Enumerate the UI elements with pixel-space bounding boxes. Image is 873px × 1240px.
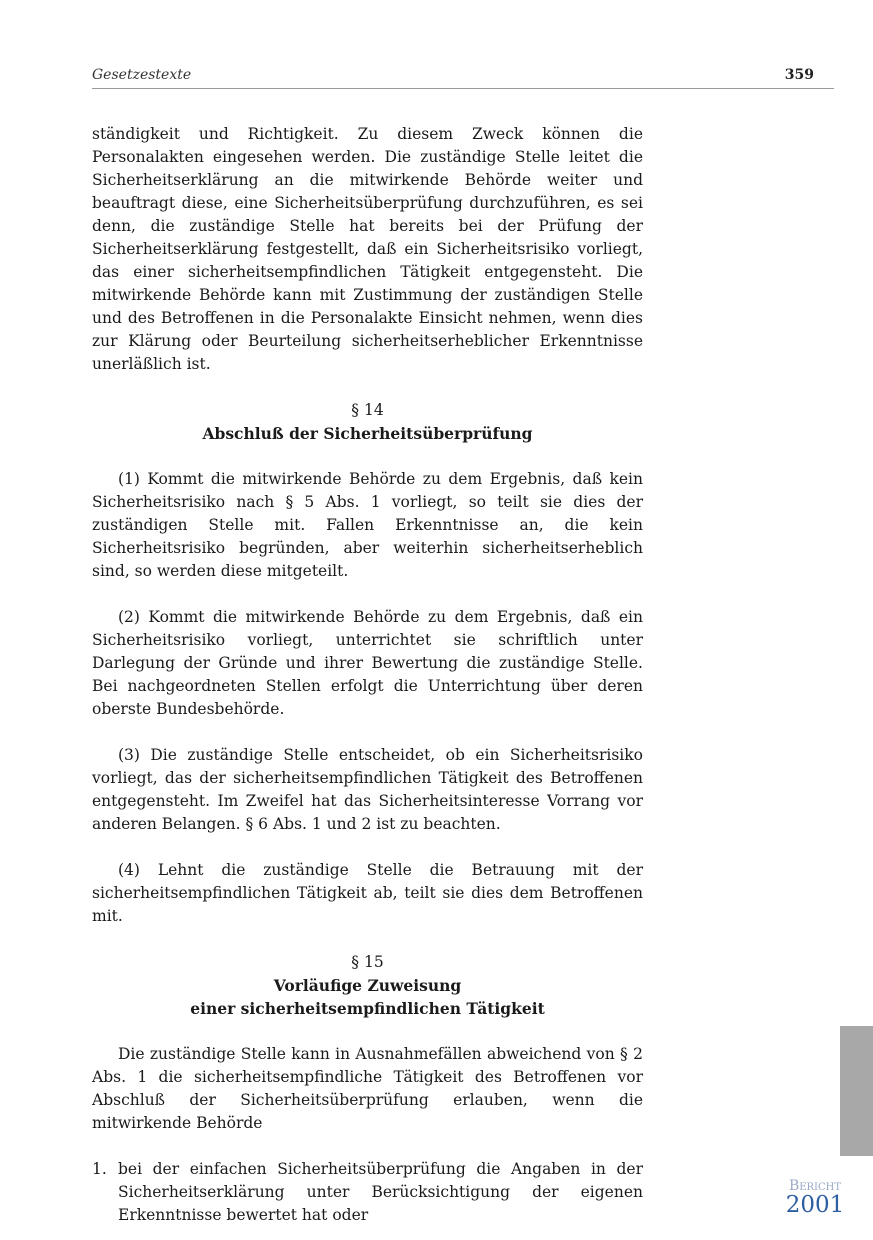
list-item-number: 1. (92, 1160, 107, 1178)
list-item-text: bei der einfachen Sicherheitsüberprüfung die Angaben in der Sicherheitserklärung unter Berücksichtigung der eigenen Erkenntnisse bewertet hat oder (118, 1160, 643, 1224)
intro-paragraph: ständigkeit und Richtigkeit. Zu diesem Zweck können die Personalakten eingesehen werden. Die zuständige Stelle leitet die Sicherheitserklärung an die mitwirkende Behörde weiter und beauftragt diese, eine Sicherheitsüberprüfung durchzuführen, es sei denn, die zuständige Stelle hat bereits bei der Prüfung der Sicherheitserklärung festgestellt, daß ein Sicherheitsrisiko vorliegt, das einer sicherheitsempfindlichen Tätigkeit entgegensteht. Die mitwirkende Behörde kann mit Zustimmung der zuständigen Stelle und des Betroffenen in die Personalakte Einsicht nehmen, wenn dies zur Klärung oder Beurteilung sicherheitserheblicher Erkenntnisse unerläßlich ist. (92, 125, 643, 373)
section-14-paragraph-1: (1) Kommt die mitwirkende Behörde zu dem Ergebnis, daß kein Sicherheitsrisiko nach § 5 Abs. 1 vorliegt, so teilt sie dies der zuständigen Stelle mit. Fallen Erkenntnisse an, die kein Sicherheitsrisiko begründen, aber weiterhin sicherheitserheblich sind, so werden diese mitgeteilt. (92, 470, 643, 580)
list-item (92, 1158, 643, 1227)
section-14-title: Abschluß der Sicherheitsüberprüfung (202, 424, 533, 443)
section-14-paragraph-3: (3) Die zuständige Stelle entscheidet, ob ein Sicherheitsrisiko vorliegt, das der sicherheitsempfindlichen Tätigkeit des Betroffenen entgegensteht. Im Zweifel hat das Sicherheitsinteresse Vorrang vor anderen Belangen. § 6 Abs. 1 und 2 ist zu beachten. (92, 746, 643, 833)
section-14-paragraph-4: (4) Lehnt die zuständige Stelle die Betrauung mit der sicherheitsempfindlichen Tätigkeit ab, teilt sie dies dem Betroffenen mit. (92, 861, 643, 925)
section-15-intro: Die zuständige Stelle kann in Ausnahmefällen abweichend von § 2 Abs. 1 die sicherheitsempfindliche Tätigkeit des Betroffenen vor Abschluß der Sicherheitsüberprüfung erlauben, wenn die mitwirkende Behörde (92, 1045, 643, 1132)
section-15-title-line-2: einer sicherheitsempfindlichen Tätigkeit (190, 999, 545, 1018)
bericht-logo (780, 1178, 850, 1216)
logo-word: Bericht (788, 1178, 842, 1194)
section-14-paragraph-2: (2) Kommt die mitwirkende Behörde zu dem Ergebnis, daß ein Sicherheitsrisiko vorliegt, unterrichtet sie schriftlich unter Darlegung der Gründe und ihrer Bewertung die zuständige Stelle. Bei nachgeordneten Stellen erfolgt die Unterrichtung über deren oberste Bundesbehörde. (92, 608, 643, 718)
section-14-number: § 14 (351, 401, 384, 419)
running-header (92, 64, 834, 89)
section-15-list (92, 1158, 643, 1227)
section-15-number: § 15 (351, 953, 384, 971)
page-body (92, 123, 643, 1227)
thumb-index-tab (840, 1026, 873, 1156)
section-15-title-line-1: Vorläufige Zuweisung (273, 976, 462, 995)
page-number: 359 (784, 67, 814, 83)
logo-year: 2001 (785, 1192, 845, 1218)
running-header-title: Gesetzestexte (92, 67, 192, 83)
